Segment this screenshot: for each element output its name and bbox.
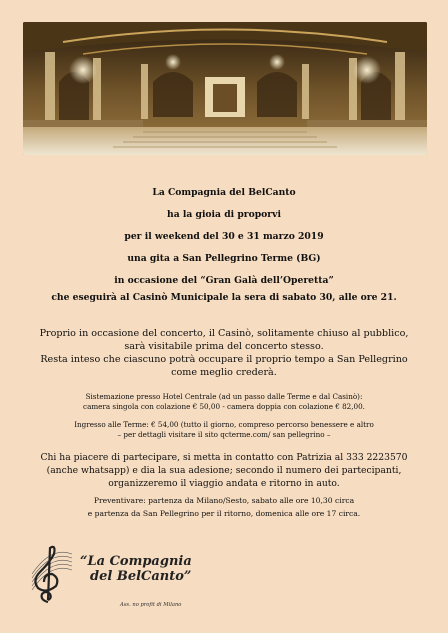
casino-note-line: come meglio crederà. (171, 367, 277, 378)
logo-title-line: del BelCanto” (90, 569, 192, 584)
casino-note-line: Resta inteso che ciascuno potrà occupare il proprio tempo a San Pellegrino (40, 354, 408, 365)
contact-line: Chi ha piacere di partecipare, si metta in contatto con Patrizia al 333 2223570 (40, 452, 408, 463)
travel-info (0, 494, 448, 520)
terme-info (0, 420, 448, 440)
logo-title-line: “La Compagnia (80, 554, 192, 569)
invitation-line: La Compagnia del BelCanto (152, 187, 296, 198)
hotel-line: Sistemazione presso Hotel Centrale (ad un passo dalle Terme e dal Casinò): (85, 392, 363, 401)
hotel-info (0, 392, 448, 412)
invitation-text (0, 182, 448, 304)
invitation-line: ha la gioia di proporvi (167, 209, 281, 220)
hotel-line: camera singola con colazione € 50,00 - camera doppia con colazione € 82,00. (83, 402, 365, 411)
invitation-line: in occasione del “Gran Galà dell’Operetta” (114, 275, 334, 286)
treble-clef-icon (26, 540, 76, 608)
travel-line: e partenza da San Pellegrino per il ritorno, domenica alle ore 17 circa. (87, 509, 361, 518)
casino-interior-photo (23, 22, 427, 155)
casino-note-line: Proprio in occasione del concerto, il Casinò, solitamente chiuso al pubblico, (39, 328, 409, 339)
casino-note-line: sarà visitabile prima del concerto stesso. (124, 341, 324, 352)
invitation-line: una gita a San Pellegrino Terme (BG) (127, 253, 321, 264)
contact-line: organizzeremo il viaggio andata e ritorno in auto. (108, 478, 340, 489)
contact-info (0, 451, 448, 490)
logo-subtitle: Ass. no profit di Milano (120, 602, 182, 608)
casino-note (0, 327, 448, 379)
terme-line: – per dettagli visitare il sito qcterme.com/ san pellegrino – (117, 430, 331, 439)
travel-line: Preventivare: partenza da Milano/Sesto, sabato alle ore 10,30 circa (93, 496, 355, 505)
logo-title (80, 554, 210, 584)
belcanto-logo (26, 540, 191, 625)
invitation-line: per il weekend del 30 e 31 marzo 2019 (124, 231, 324, 242)
contact-line: (anche whatsapp) e dia la sua adesione; secondo il numero dei partecipanti, (46, 465, 402, 476)
invitation-line: che eseguirà al Casinò Municipale la sera di sabato 30, alle ore 21. (51, 292, 397, 303)
terme-line: Ingresso alle Terme: € 54,00 (tutto il giorno, compreso percorso benessere e altro (74, 420, 374, 429)
